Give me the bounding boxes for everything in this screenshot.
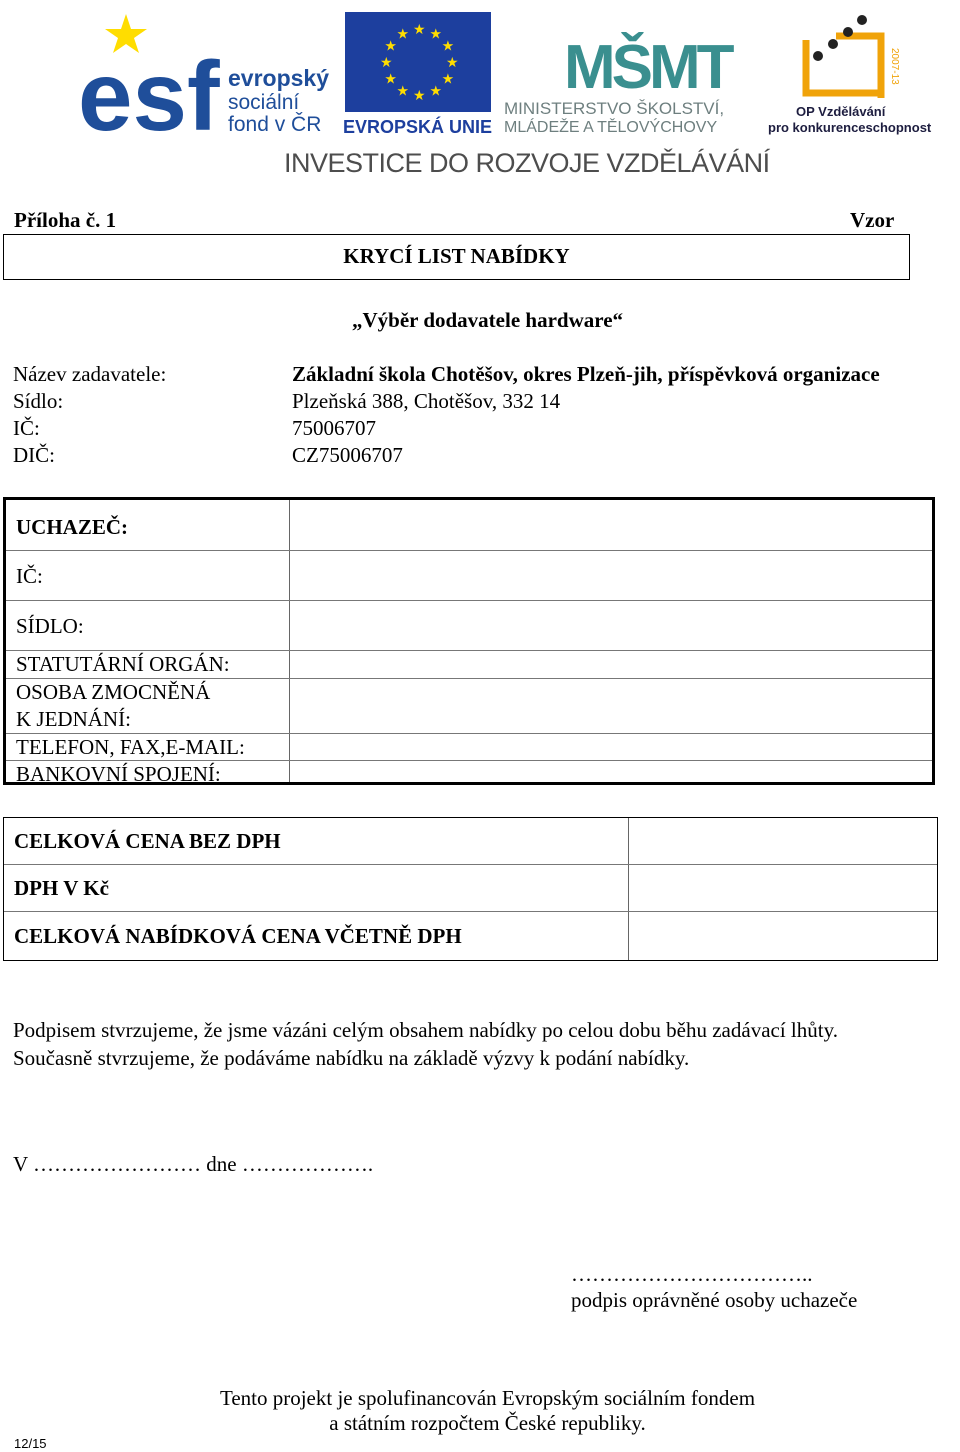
- page-number: 12/15: [14, 1436, 47, 1451]
- esf-line2: sociální: [228, 91, 300, 114]
- authority-seat-label: Sídlo:: [13, 389, 64, 413]
- place-date-line: V …………………… dne ……………….: [13, 1152, 374, 1176]
- signature-line: ……………………………..: [571, 1262, 813, 1286]
- op-years: 2007-13: [889, 48, 900, 85]
- price-without-vat-label: CELKOVÁ CENA BEZ DPH: [14, 829, 281, 853]
- footer-line-2: a státním rozpočtem České republiky.: [329, 1411, 646, 1435]
- esf-line3: fond v ČR: [228, 113, 322, 136]
- msmt-line2: MLÁDEŽE A TĚLOVÝCHOVY: [504, 119, 718, 136]
- price-with-vat-label: CELKOVÁ NABÍDKOVÁ CENA VČETNĚ DPH: [14, 924, 462, 948]
- authorized-person-label: OSOBA ZMOCNĚNÁ: [16, 680, 211, 704]
- authority-ic-label: IČ:: [13, 416, 40, 440]
- signature-caption: podpis oprávněné osoby uchazeče: [571, 1288, 858, 1312]
- declaration-line-1: Podpisem stvrzujeme, že jsme vázáni celým obsahem nabídky po celou dobu běhu zadávací lhůty.: [13, 1018, 838, 1042]
- eu-star-icon: ★: [380, 56, 393, 71]
- tender-subject: „Výběr dodavatele hardware“: [351, 308, 624, 332]
- eu-star-icon: ★: [384, 72, 397, 88]
- applicant-seat-label: SÍDLO:: [16, 614, 84, 638]
- template-label: Vzor: [850, 208, 895, 232]
- esf-line1: evropský: [228, 65, 330, 91]
- contact-label: TELEFON, FAX,E-MAIL:: [16, 735, 245, 759]
- msmt-mark: MŠMT: [564, 33, 731, 102]
- applicant-ic-label: IČ:: [16, 564, 43, 588]
- esf-logo: [78, 12, 330, 136]
- op-education-logo: [766, 8, 936, 138]
- eu-star-icon: ★: [384, 39, 397, 55]
- program-banner: INVESTICE DO ROZVOJE VZDĚLÁVÁNÍ: [284, 148, 770, 178]
- authority-seat-value: Plzeňská 388, Chotěšov, 332 14: [292, 389, 561, 413]
- eu-flag-logo: [343, 12, 493, 136]
- bank-label: BANKOVNÍ SPOJENÍ:: [16, 762, 221, 786]
- authority-dic-value: CZ75006707: [292, 443, 403, 467]
- declaration-line-2: Současně stvrzujeme, že podáváme nabídku na základě výzvy k podání nabídky.: [13, 1046, 690, 1070]
- msmt-line1: MINISTERSTVO ŠKOLSTVÍ,: [504, 99, 725, 118]
- declaration: [13, 1016, 838, 1072]
- document-title: KRYCÍ LIST NABÍDKY: [343, 244, 570, 268]
- price-table: [3, 817, 938, 961]
- esf-mark: esf: [78, 41, 220, 136]
- annex-label: Příloha č. 1: [14, 208, 117, 232]
- eu-star-icon: ★: [429, 84, 443, 100]
- eu-star-icon: ★: [413, 23, 426, 38]
- op-line2: pro konkurenceschopnost: [768, 120, 932, 135]
- eu-star-icon: ★: [446, 56, 459, 71]
- msmt-logo: [502, 10, 758, 136]
- authority-ic-value: 75006707: [292, 416, 376, 440]
- eu-star-icon: ★: [396, 84, 410, 100]
- authority-dic-label: DIČ:: [13, 443, 55, 467]
- eu-star-icon: ★: [441, 72, 455, 88]
- statutory-body-label: STATUTÁRNÍ ORGÁN:: [16, 652, 230, 676]
- eu-caption: EVROPSKÁ UNIE: [343, 117, 493, 136]
- eu-star-icon: ★: [413, 89, 426, 104]
- authorized-person-label-2: K JEDNÁNÍ:: [16, 707, 131, 731]
- authority-name-label: Název zadavatele:: [13, 362, 167, 386]
- eu-star-icon: ★: [396, 27, 410, 43]
- applicant-label: UCHAZEČ:: [16, 515, 129, 539]
- eu-star-icon: ★: [441, 39, 455, 55]
- applicant-table: [3, 497, 935, 785]
- title-box: [3, 234, 910, 280]
- funding-footer: [0, 1386, 960, 1436]
- authority-name-value: Základní škola Chotěšov, okres Plzeň-jih, příspěvková organizace: [292, 362, 880, 386]
- vat-label: DPH V Kč: [14, 876, 109, 900]
- eu-star-icon: ★: [429, 27, 443, 43]
- op-line1: OP Vzdělávání: [796, 104, 886, 119]
- footer-line-1: Tento projekt je spolufinancován Evropským sociálním fondem: [219, 1386, 756, 1410]
